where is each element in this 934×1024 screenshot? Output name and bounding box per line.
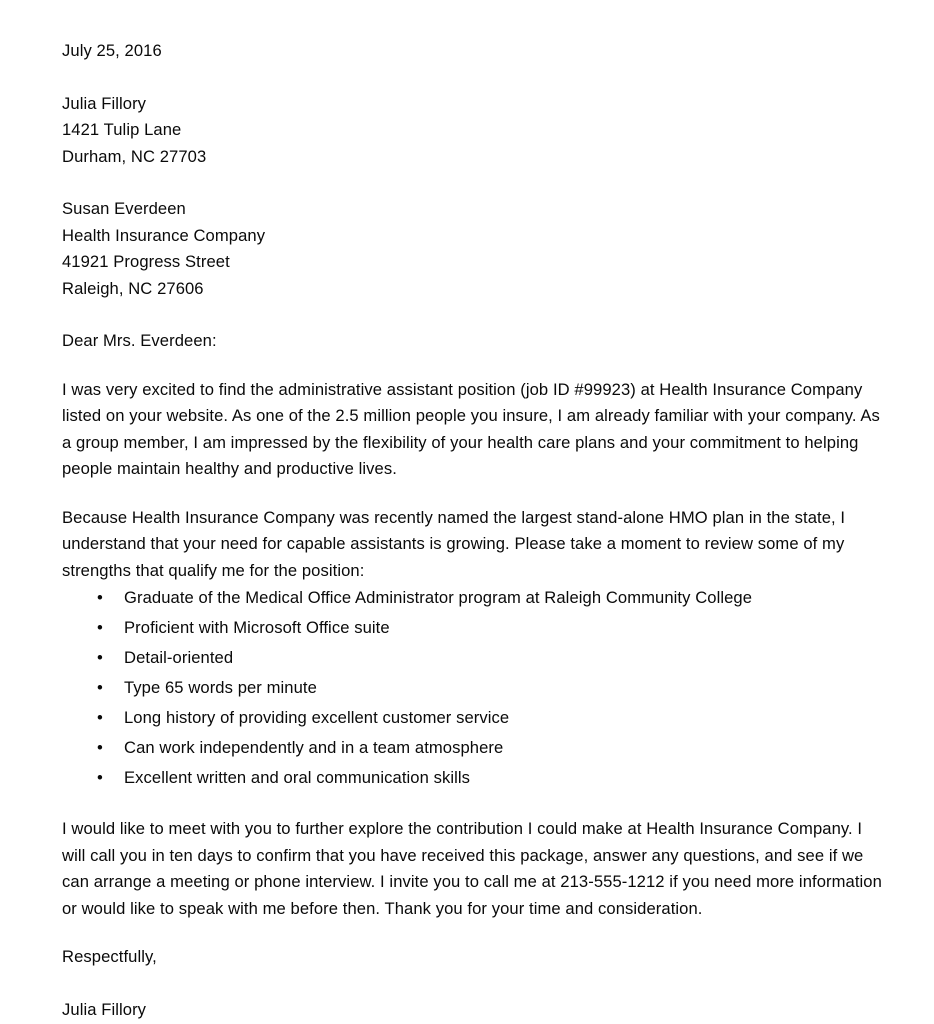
qualification-text: Detail-oriented: [124, 648, 234, 667]
qualifications-list: [62, 584, 886, 792]
list-item: [62, 704, 886, 732]
letter-date: July 25, 2016: [62, 41, 162, 60]
sender-address-block: [62, 91, 886, 171]
recipient-name: Susan Everdeen: [62, 199, 186, 218]
bullet-icon: •: [97, 768, 103, 787]
body-paragraph-3: I would like to meet with you to further explore the contribution I could make at Health Insurance Company. I will call you in ten days to confirm that you have received this package, answer any questions, and see if we can arrange a meeting or phone interview. I invite you to call me at 213-555-1212 if you need more information or would like to speak with me before then. Thank you for your time and consideration.: [62, 819, 882, 918]
recipient-company: Health Insurance Company: [62, 225, 266, 245]
list-item: [62, 734, 886, 762]
recipient-address-block: [62, 196, 886, 302]
signature-name: Julia Fillory: [62, 999, 147, 1019]
qualification-text: Long history of providing excellent customer service: [124, 708, 510, 727]
signature-block: [62, 997, 886, 1024]
sender-city-state-zip: Durham, NC 27703: [62, 146, 207, 166]
bullet-icon: •: [97, 618, 103, 637]
closing-salutation: Respectfully,: [62, 947, 157, 966]
body-paragraph-2: Because Health Insurance Company was recently named the largest stand-alone HMO plan in the state, I understand that your need for capable assistants is growing. Please take a moment to review some of my strengths that qualify me for the position:: [62, 507, 846, 580]
bullet-icon: •: [97, 588, 103, 607]
qualification-text: Graduate of the Medical Office Administrator program at Raleigh Community College: [124, 588, 753, 607]
recipient-city-state-zip: Raleigh, NC 27606: [62, 278, 204, 298]
bullet-icon: •: [97, 708, 103, 727]
qualification-text: Can work independently and in a team atmosphere: [124, 738, 504, 757]
letter-date-block: [62, 38, 886, 65]
list-item: [62, 614, 886, 642]
list-item: [62, 584, 886, 612]
recipient-street: 41921 Progress Street: [62, 252, 230, 271]
list-item: [62, 764, 886, 792]
sender-street: 1421 Tulip Lane: [62, 120, 182, 139]
list-item: [62, 644, 886, 672]
qualification-text: Type 65 words per minute: [124, 678, 317, 697]
list-item: [62, 674, 886, 702]
bullet-icon: •: [97, 648, 103, 667]
salutation-block: [62, 328, 886, 355]
body-paragraph-1: I was very excited to find the administrative assistant position (job ID #99923) at Health Insurance Company listed on your website. As one of the 2.5 million people you insure, I am already familiar with your company. As a group member, I am impressed by the flexibility of your health care plans and your commitment to helping people maintain healthy and productive lives.: [62, 379, 880, 478]
bullet-icon: •: [97, 738, 103, 757]
qualification-text: Proficient with Microsoft Office suite: [124, 618, 390, 637]
closing-block: [62, 944, 886, 971]
qualification-text: Excellent written and oral communication skills: [124, 768, 471, 787]
salutation: Dear Mrs. Everdeen:: [62, 331, 217, 350]
sender-name: Julia Fillory: [62, 93, 147, 113]
bullet-icon: •: [97, 678, 103, 697]
